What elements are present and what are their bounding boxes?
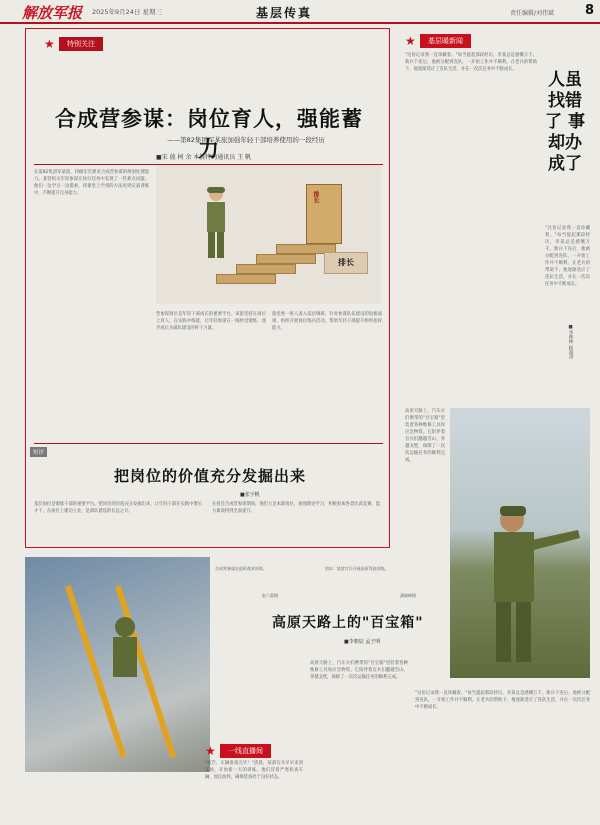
page-number: 8 xyxy=(585,3,595,18)
feature-column-1: 在第82集团军某旅，四级军官要求合成营参谋的规划处理能力。某营机关年轻参谋在执行任务中发现了一些难点问题，他们一边学习一边摸索，将课堂上学到的方法用到实战训练中，不断提升自身能力。 xyxy=(34,170,149,196)
right-section-tag xyxy=(405,34,471,48)
soldier-photo-illustration xyxy=(450,408,590,678)
soldier-figure xyxy=(198,184,234,264)
stair-step xyxy=(236,264,296,274)
short-comment-title: 把岗位的价值充分发掘出来 xyxy=(113,467,306,485)
short-comment-tag: 短评 xyxy=(30,447,47,457)
photo-story-title: 高原天路上的"百宝箱" xyxy=(272,615,424,631)
stone-block: 排长 xyxy=(324,252,368,274)
vertical-byline: ■李林林 顾超哥 xyxy=(568,325,573,360)
sign-board xyxy=(306,184,342,244)
page-header xyxy=(0,0,600,24)
photo-side-column: 高原天路上，汽车兵们携带的"百宝箱"里装着各种维修工具和应急物资。它陪伴着官兵们翻越雪山、穿越戈壁，保障了一次次运输任务的顺利完成。 xyxy=(405,409,445,463)
photo-soldier-gesture xyxy=(450,408,590,678)
stair-step xyxy=(256,254,316,264)
sign-board-text: 排长 xyxy=(312,191,319,203)
feature-article xyxy=(25,28,390,548)
bottom-column-1: "报告，车辆准备完毕！"清晨，某部官兵早早来到车场，开始新一天的训练。他们冒着严寒检查车辆、加注油料，确保装备处于良好状态。 xyxy=(205,761,303,780)
feature-illustration xyxy=(156,164,381,304)
photo-caption-2-credit: 潘晓峰摄 xyxy=(400,593,416,598)
star-icon: ★ xyxy=(405,33,416,48)
editor-credit: 责任编辑/刘伟斌 xyxy=(510,10,555,17)
feature-column-3: 旅党委一班人深入基层调研，针对参谋队伍建设的短板弱项，组织开展岗位练兵活动，帮助年轻干部提升组织指挥能力。 xyxy=(272,312,382,331)
feature-tag-label: 特别关注 xyxy=(59,37,103,51)
photo-caption-1: 合成营参谋在组织战术训练。 xyxy=(215,566,267,571)
feature-subtitle: ——第82集团军某旅加强年轻干部培养使用的一段经历 xyxy=(167,136,325,144)
photo-story-byline: ■李朝辰 孟子明 xyxy=(344,639,381,645)
bottom-column-2: 高原天路上，汽车兵们携带的"百宝箱"里装着各种维修工具和应急物资。它陪伴着官兵们翻越雪山、穿越戈壁，保障了一次次运输任务的顺利完成。 xyxy=(310,661,408,680)
issue-date: 2025年9月24日 星期三 xyxy=(92,8,163,16)
feature-title: 合成营参谋：岗位育人，强能蓄力 xyxy=(55,107,363,161)
short-comment-byline: ■张宇帆 xyxy=(240,492,260,498)
ladder-photo-illustration xyxy=(25,557,210,772)
bottom-section-tag-label: 一线直播间 xyxy=(220,744,271,758)
right-section-tag-label: 基层暖新闻 xyxy=(420,34,471,48)
star-icon: ★ xyxy=(44,36,55,51)
masthead: 解放军报 xyxy=(22,4,83,22)
short-comment-divider xyxy=(34,443,383,444)
right-narrow-column: "这份记录我一直珍藏着。"每当提起那段经历，李某总是感慨万千。新兵下连后，他被分配到连队，一开始工作并不顺利。在老兵的帮助下，他逐渐适应了连队生活，并在一次次任务中不断成长。 xyxy=(545,226,590,287)
right-column-text: "这份记录我一直珍藏着。"每当提起那段经历，李某总是感慨万千。新兵下连后，他被分配到连队，一开始工作并不顺利。在老兵的帮助下，他逐渐适应了连队生活，并在一次次任务中不断成长。 xyxy=(405,53,537,72)
feature-tag xyxy=(44,37,103,51)
short-comment-column-2: 在担任合成营参谋期间，他们立足本职岗位，加强理论学习，积极参加各类比武竞赛，能力素质得到全面提升。 xyxy=(212,502,380,514)
photo-caption-2: 图②：某营官兵开展高原驾驶训练。 xyxy=(325,566,389,571)
short-comment-column-1: 基层岗位是锻炼干部的重要平台。把岗位的价值充分发掘出来，让年轻干部在实践中增长才干、在岗位上建功立业，是部队建设的长远之计。 xyxy=(34,502,202,514)
feature-divider xyxy=(34,164,383,165)
vertical-headline: 人虽找错了 事却办成了 xyxy=(545,70,585,174)
photo-ladder-climb xyxy=(25,557,210,772)
feature-column-2: 营参谋岗位是年轻干部成长的重要平台。该旅坚持在岗位上育人，在实践中练能，让年轻参谋在一线经受锻炼，逐步成长为部队建设的骨干力量。 xyxy=(156,312,266,331)
photo-caption-1-credit: 赵六蒙摄 xyxy=(262,593,278,598)
bottom-section-tag xyxy=(205,744,271,758)
section-title: 基层传真 xyxy=(256,6,313,20)
stair-step xyxy=(216,274,276,284)
bottom-column-3: "这份记录我一直珍藏着。"每当提起那段经历，李某总是感慨万千。新兵下连后，他被分配到连队，一开始工作并不顺利。在老兵的帮助下，他逐渐适应了连队生活，并在一次次任务中不断成长。 xyxy=(415,691,590,710)
star-icon: ★ xyxy=(205,743,216,758)
feature-byline: ■宋 彼 柯 余 本报特约通讯员 王 帆 xyxy=(156,154,252,161)
